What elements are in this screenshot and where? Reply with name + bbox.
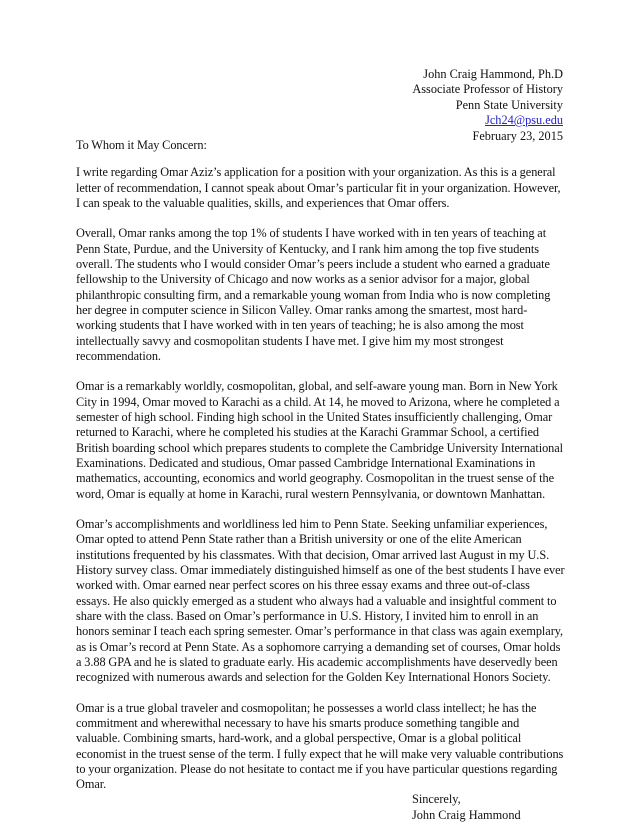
closing-block [76, 792, 566, 823]
letter-body [76, 138, 566, 823]
sender-email-link[interactable]: Jch24@psu.edu [485, 113, 563, 128]
paragraph-conclusion: Omar is a true global traveler and cosmopolitan; he possesses a world class intellect; he has the commitment and wherewithal necessary to have his smarts produce something tangible and valuable. Combining smarts, hard-work, and a global perspective, Omar is a global political economist in the truest sense of the term. I fully expect that he will make very valuable contributions to your organization. Please do not hesitate to contact me if you have particular questions regarding Omar. [76, 700, 564, 792]
signature: John Craig Hammond [412, 807, 521, 822]
sender-title: Associate Professor of History [412, 82, 563, 97]
closing: Sincerely, [412, 792, 461, 807]
greeting: To Whom it May Concern: [76, 138, 207, 152]
paragraph-intro: I write regarding Omar Aziz’s application for a position with your organization. As this is a general letter of recommendation, I cannot speak about Omar’s particular fit in your organization. However, I can speak to the valuable qualities, skills, and experiences that Omar offers. [76, 165, 561, 210]
letter-date: February 23, 2015 [472, 128, 563, 143]
paragraph-penn-state: Omar’s accomplishments and worldliness led him to Penn State. Seeking unfamiliar experiences, Omar opted to attend Penn State rather than a British university or one of the elite American institutions frequented by his classmates. With that decision, Omar arrived last August in my U.S. History survey class. Omar immediately distinguished himself as one of the best students I have ever worked with. Omar earned near perfect scores on his three essay exams and three out-of-class essays. He also quickly emerged as a student who always had a valuable and insightful comment to share with the class. Based on Omar’s performance in U.S. History, I invited him to enroll in an honors seminar I teach each spring semester. Omar’s performance in that class was again exemplary, as is Omar’s record at Penn State. As a sophomore carrying a demanding set of courses, Omar holds a 3.88 GPA and he is slated to graduate early. His academic accomplishments have deservedly been recognized with numerous awards and selection for the Golden Key International Honors Society. [76, 517, 565, 685]
paragraph-background: Omar is a remarkably worldly, cosmopolitan, global, and self-aware young man. Born in New York City in 1994, Omar moved to Karachi as a child. At 14, he moved to Arizona, where he completed a semester of high school. Finding high school in the United States insufficiently challenging, Omar returned to Karachi, where he completed his studies at the Karachi Grammar School, a certified British boarding school which prepares students to complete the Cambridge University International Examinations. Dedicated and studious, Omar passed Cambridge International Examinations in mathematics, accounting, economics and world geography. Cosmopolitan in the truest sense of the word, Omar is equally at home in Karachi, rural western Pennsylvania, or downtown Manhattan. [76, 379, 564, 501]
paragraph-ranking: Overall, Omar ranks among the top 1% of students I have worked with in ten years of teaching at Penn State, Purdue, and the University of Kentucky, and I rank him among the top five students overall. The students who I would consider Omar’s peers include a student who earned a graduate fellowship to the University of Chicago and now works as a senior advisor for a major, global philanthropic consulting firm, and a remarkable young woman from India who is now completing her degree in computer science in Silicon Valley. Omar ranks among the smartest, most hard-working students that I have worked with in ten years of teaching; he is also among the most intellectually savvy and cosmopolitan students I have met. I give him my most strongest recommendation. [76, 226, 551, 363]
sender-institution: Penn State University [455, 97, 563, 112]
sender-block [400, 67, 563, 144]
sender-name: John Craig Hammond, Ph.D [423, 67, 563, 81]
